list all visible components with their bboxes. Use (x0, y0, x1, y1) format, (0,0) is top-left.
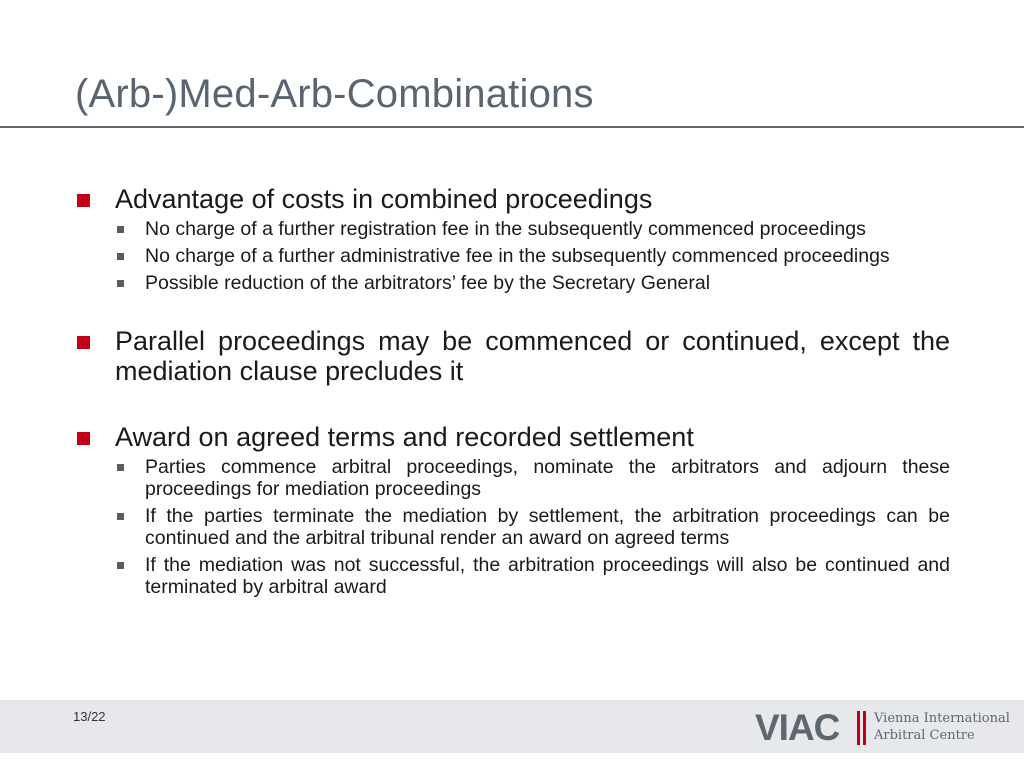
section-parallel (77, 326, 950, 386)
list-item (77, 505, 950, 549)
gray-square-icon (117, 464, 124, 471)
gray-square-icon (117, 253, 124, 260)
gray-square-icon (117, 513, 124, 520)
footer-bar (0, 700, 1024, 753)
costs-sublist (77, 218, 950, 294)
section-costs (77, 184, 950, 294)
list-item-text: Possible reduction of the arbitrators’ fee by the Secretary General (145, 272, 711, 294)
page-number: 13/22 (73, 709, 106, 724)
slide-title: (Arb-)Med-Arb-Combinations (75, 72, 594, 116)
bullet-parallel-text: Parallel proceedings may be commenced or continued, except the mediation clause precludes it (115, 326, 950, 386)
section-award (77, 422, 950, 598)
gray-square-icon (117, 226, 124, 233)
list-item-text: If the parties terminate the mediation by settlement, the arbitration proceedings can be continued and the arbitral tribunal render an award on agreed terms (145, 505, 950, 549)
list-item (77, 456, 950, 500)
bullet-parallel (77, 326, 950, 386)
red-square-icon (77, 194, 90, 207)
logo-text (874, 710, 1010, 744)
bullet-costs (77, 184, 950, 214)
title-divider (0, 126, 1024, 128)
red-square-icon (77, 432, 90, 445)
slide-content (77, 184, 950, 603)
list-item-text: No charge of a further registration fee in the subsequently commenced proceedings (145, 218, 866, 240)
double-red-bar-icon (857, 711, 867, 745)
red-square-icon (77, 336, 90, 349)
gray-square-icon (117, 280, 124, 287)
logo-mark: VIAC (755, 707, 840, 748)
gray-square-icon (117, 562, 124, 569)
list-item (77, 554, 950, 598)
bullet-award (77, 422, 950, 452)
list-item (77, 218, 950, 240)
bullet-costs-text: Advantage of costs in combined proceedings (115, 184, 653, 214)
list-item-text: No charge of a further administrative fee in the subsequently commenced proceedings (145, 245, 890, 267)
list-item (77, 272, 950, 294)
list-item (77, 245, 950, 267)
bullet-award-text: Award on agreed terms and recorded settlement (115, 422, 694, 452)
logo-line-2: Arbitral Centre (874, 728, 975, 743)
logo-line-1: Vienna International (874, 711, 1010, 726)
list-item-text: If the mediation was not successful, the arbitration proceedings will also be continued and terminated by arbitral award (145, 554, 950, 598)
list-item-text: Parties commence arbitral proceedings, nominate the arbitrators and adjourn these proceedings for mediation proceedings (145, 456, 950, 500)
award-sublist (77, 456, 950, 598)
